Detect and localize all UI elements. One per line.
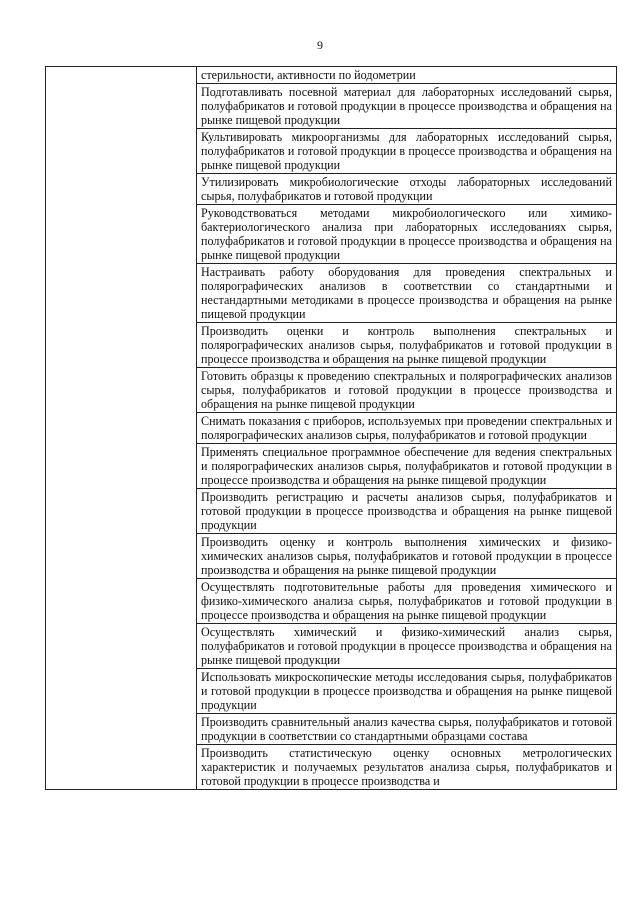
skill-item: Производить оценки и контроль выполнения спектральных и полярографических анализов сырья, полуфабрикатов и готовой продукции в процессе производства и обращения на рынке пищевой продукции [197, 323, 616, 368]
skill-item: Производить оценку и контроль выполнения химических и физико-химических анализов сырья, полуфабрикатов и готовой продукции в процессе производства и обращения на рынке пищевой продукции [197, 534, 616, 579]
skill-item: Снимать показания с приборов, используемых при проведении спектральных и полярографических анализов сырья, полуфабрикатов и готовой продукции [197, 413, 616, 444]
skill-item: стерильности, активности по йодометрии [197, 67, 616, 84]
skill-item: Производить регистрацию и расчеты анализов сырья, полуфабрикатов и готовой продукции в процессе производства и обращения на рынке пищевой продукции [197, 489, 616, 534]
skill-item: Подготавливать посевной материал для лабораторных исследований сырья, полуфабрикатов и готовой продукции в процессе производства и обращения на рынке пищевой продукции [197, 84, 616, 129]
skill-item: Применять специальное программное обеспечение для ведения спектральных и полярографических анализов сырья, полуфабрикатов и готовой продукции в процессе производства и обращения на рынке пищевой продукции [197, 444, 616, 489]
skill-item: Производить статистическую оценку основных метрологических характеристик и получаемых результатов анализа сырья, полуфабрикатов и готовой продукции в процессе производства и [201, 746, 612, 788]
empty-left-cell [46, 67, 197, 790]
skill-item: Использовать микроскопические методы исследования сырья, полуфабрикатов и готовой продукции в процессе производства и обращения на рынке пищевой продукции [197, 669, 616, 714]
skill-item: Осуществлять подготовительные работы для проведения химического и физико-химического анализа сырья, полуфабрикатов и готовой продукции в процессе производства и обращения на рынке пищевой продукции [197, 579, 616, 624]
skill-item: Готовить образцы к проведению спектральных и полярографических анализов сырья, полуфабрикатов и готовой продукции в процессе производства и обращения на рынке пищевой продукции [197, 368, 616, 413]
skill-item: Утилизировать микробиологические отходы лабораторных исследований сырья, полуфабрикатов и готовой продукции [197, 174, 616, 205]
table-row [46, 67, 617, 790]
skill-item: Руководствоваться методами микробиологического или химико-бактериологического анализа при лабораторных исследованиях сырья, полуфабрикатов и готовой продукции в процессе производства и обращения на рынке пищевой продукции [197, 205, 616, 264]
skill-item: Культивировать микроорганизмы для лабораторных исследований сырья, полуфабрикатов и готовой продукции в процессе производства и обращения на рынке пищевой продукции [197, 129, 616, 174]
skills-list-cell [197, 67, 617, 790]
skill-item: Осуществлять химический и физико-химический анализ сырья, полуфабрикатов и готовой продукции в процессе производства и обращения на рынке пищевой продукции [197, 624, 616, 669]
skill-item: Настраивать работу оборудования для проведения спектральных и полярографических анализов в соответствии со стандартными и нестандартными методиками в процессе производства и обращения на рынке пищевой продукции [197, 264, 616, 323]
skills-table [45, 66, 617, 790]
page-number: 9 [317, 38, 323, 52]
skill-item: Производить сравнительный анализ качества сырья, полуфабрикатов и готовой продукции в соответствии со стандартными образцами состава [197, 714, 616, 745]
